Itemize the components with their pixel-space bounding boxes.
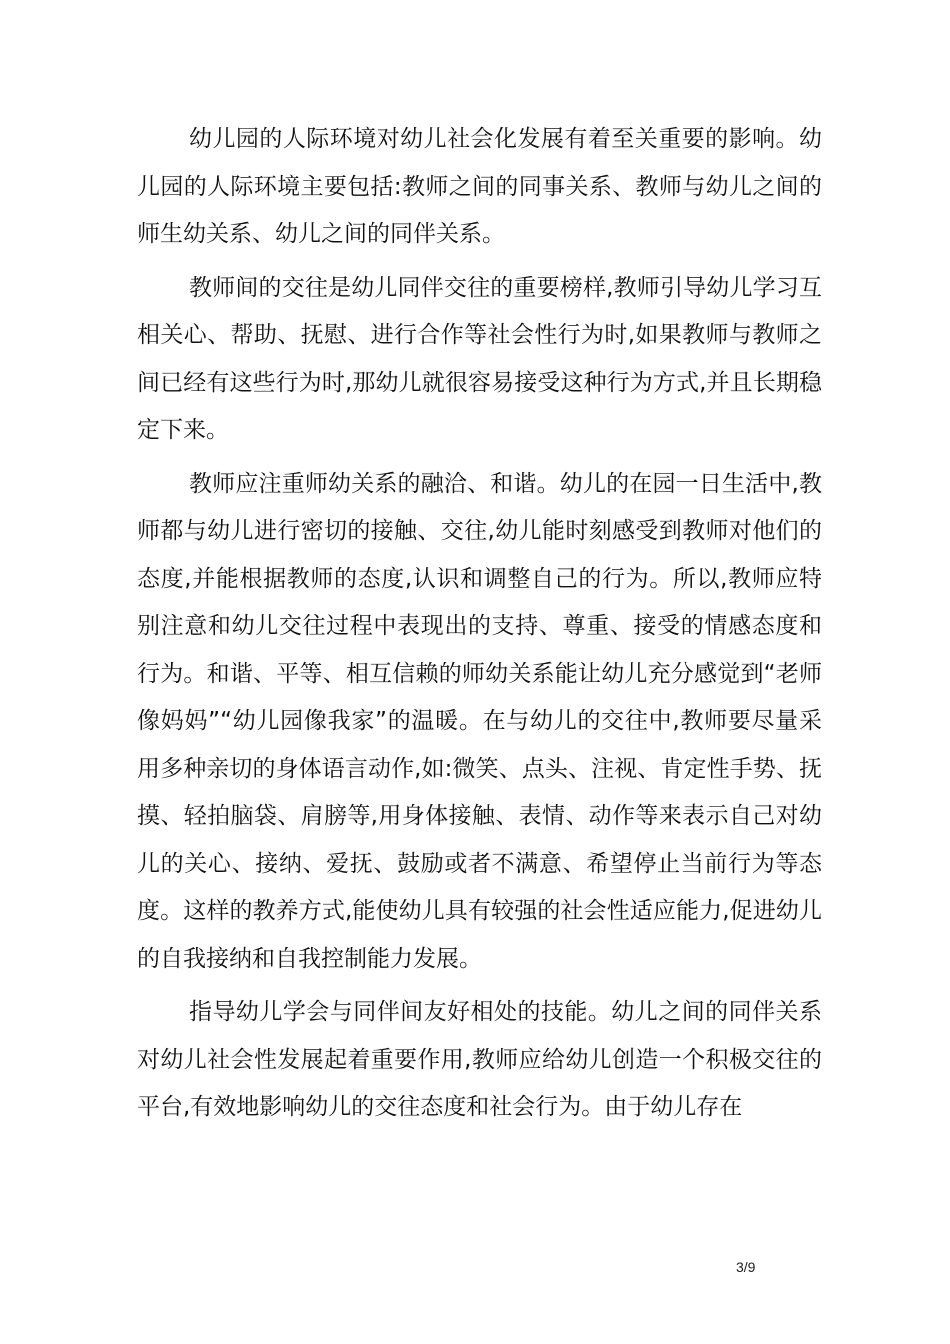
paragraph-4: 指导幼儿学会与同伴间友好相处的技能。幼儿之间的同伴关系对幼儿社会性发展起着重要作用,教师应给幼儿创造一个积极交往的平台,有效地影响幼儿的交往态度和社会行为。由于幼儿存在 bbox=[137, 999, 822, 1120]
paragraph-1: 幼儿园的人际环境对幼儿社会化发展有着至关重要的影响。幼儿园的人际环境主要包括:教师之间的同事关系、教师与幼儿之间的师生幼关系、幼儿之间的同伴关系。 bbox=[137, 126, 822, 247]
paragraph-3: 教师应注重师幼关系的融洽、和谐。幼儿的在园一日生活中,教师都与幼儿进行密切的接触、交往,幼儿能时刻感受到教师对他们的态度,并能根据教师的态度,认识和调整自己的行为。所以,教师应特别注意和幼儿交往过程中表现出的支持、尊重、接受的情感态度和行为。和谐、平等、相互信赖的师幼关系能让幼儿充分感觉到“老师像妈妈”“幼儿园像我家”的温暖。在与幼儿的交往中,教师要尽量采用多种亲切的身体语言动作,如:微笑、点头、注视、肯定性手势、抚摸、轻拍脑袋、肩膀等,用身体接触、表情、动作等来表示自己对幼儿的关心、接纳、爱抚、鼓励或者不满意、希望停止当前行为等态度。这样的教养方式,能使幼儿具有较强的社会性适应能力,促进幼儿的自我接纳和自我控制能力发展。 bbox=[137, 470, 822, 972]
page-number: 3/9 bbox=[736, 1259, 756, 1275]
document-body bbox=[137, 116, 822, 1138]
paragraph-2: 教师间的交往是幼儿同伴交往的重要榜样,教师引导幼儿学习互相关心、帮助、抚慰、进行合作等社会性行为时,如果教师与教师之间已经有这些行为时,那幼儿就很容易接受这种行为方式,并且长期稳定下来。 bbox=[137, 274, 822, 443]
